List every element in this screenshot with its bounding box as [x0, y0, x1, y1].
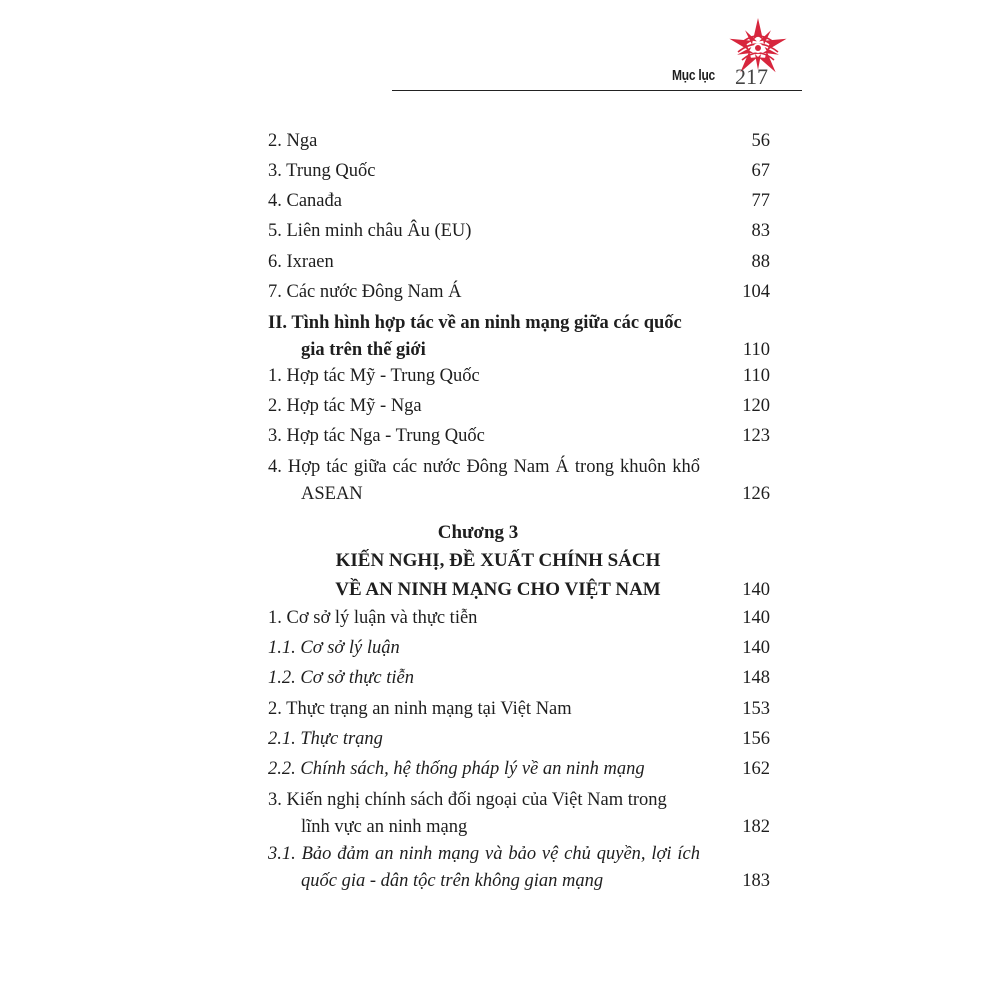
chapter-label: Chương 3 — [437, 522, 519, 543]
toc-entry-page: 140 — [742, 608, 770, 628]
toc-entry-title: 1. Hợp tác Mỹ - Trung Quốc — [268, 366, 480, 386]
toc-entry-page: 123 — [742, 426, 770, 446]
toc-entry-title: 2.1. Thực trạng — [268, 729, 383, 749]
toc-entry-page: 126 — [742, 484, 770, 504]
toc-entry-title: 3.1. Bảo đảm an ninh mạng và bảo vệ chủ quyền, lợi ích quốc gia - dân tộc trên không gian mạng — [268, 844, 700, 891]
toc-entry — [268, 249, 770, 276]
toc-entry — [268, 279, 770, 306]
toc-entry-page: 56 — [751, 131, 770, 151]
toc-entry — [268, 158, 770, 185]
toc-entry — [268, 423, 770, 450]
toc-entry-title: 1.1. Cơ sở lý luận — [268, 638, 400, 658]
toc-entry-title: 2. Nga — [268, 131, 318, 151]
toc-entry-page: 148 — [742, 668, 770, 688]
toc-entry — [268, 696, 770, 723]
toc-section-title: II. Tình hình hợp tác về an ninh mạng giữa các quốc gia trên thế giới — [268, 313, 682, 360]
toc-subentry — [268, 756, 770, 783]
running-page-number: 217 — [735, 64, 768, 89]
running-header-label: Mục lục — [672, 67, 715, 84]
toc-entry-page: 140 — [742, 638, 770, 658]
toc-section-page: 110 — [742, 340, 770, 360]
toc-entry-page: 162 — [742, 759, 770, 779]
toc-entry-page: 77 — [751, 191, 770, 211]
chapter-title-line: KIẾN NGHỊ, ĐỀ XUẤT CHÍNH SÁCH — [335, 550, 661, 571]
toc-entry-title: 7. Các nước Đông Nam Á — [268, 282, 462, 302]
toc-subentry — [268, 726, 770, 753]
toc-entry-title: 1. Cơ sở lý luận và thực tiễn — [268, 608, 478, 628]
toc-entry-title: 4. Canađa — [268, 191, 342, 211]
toc-entry-title: 2. Hợp tác Mỹ - Nga — [268, 396, 422, 416]
toc-entry-title: 2.2. Chính sách, hệ thống pháp lý về an ninh mạng — [268, 759, 645, 779]
toc-entry-page: 88 — [751, 252, 770, 272]
toc-entry-title: 1.2. Cơ sở thực tiễn — [268, 668, 414, 688]
toc-entry — [268, 605, 770, 632]
toc-entry-page: 182 — [742, 817, 770, 837]
toc-entry — [268, 393, 770, 420]
toc-entry-page: 83 — [751, 221, 770, 241]
header-divider — [392, 90, 802, 91]
toc-entry — [268, 128, 770, 155]
toc-entry-page: 153 — [742, 699, 770, 719]
toc-entry — [268, 454, 770, 508]
toc-entry — [268, 218, 770, 245]
toc-entry — [268, 787, 770, 841]
toc-entry-title: 3. Kiến nghị chính sách đối ngoại của Việt Nam trong lĩnh vực an ninh mạng — [268, 790, 667, 837]
toc-entry — [268, 363, 770, 390]
toc-entry-page: 156 — [742, 729, 770, 749]
toc-section-heading — [268, 310, 770, 364]
toc-entry-page: 104 — [742, 282, 770, 302]
toc-entry — [268, 188, 770, 215]
toc-entry-page: 67 — [751, 161, 770, 181]
toc-subentry — [268, 665, 770, 692]
toc-subentry — [268, 635, 770, 662]
toc-entry-title: 4. Hợp tác giữa các nước Đông Nam Á trong khuôn khổ ASEAN — [268, 457, 700, 504]
chapter-title — [268, 546, 770, 604]
chapter-page: 140 — [742, 580, 770, 600]
toc-entry-page: 183 — [742, 871, 770, 891]
toc-entry-title: 6. Ixraen — [268, 252, 334, 272]
toc-entry-title: 2. Thực trạng an ninh mạng tại Việt Nam — [268, 699, 572, 719]
toc-entry-title: 3. Hợp tác Nga - Trung Quốc — [268, 426, 485, 446]
toc-entry-page: 110 — [742, 366, 770, 386]
toc-entry-page: 120 — [742, 396, 770, 416]
toc-entry-title: 3. Trung Quốc — [268, 161, 376, 181]
toc-subentry — [268, 841, 770, 895]
toc-entry-title: 5. Liên minh châu Âu (EU) — [268, 221, 472, 241]
chapter-title-line: VỀ AN NINH MẠNG CHO VIỆT NAM — [335, 579, 661, 600]
